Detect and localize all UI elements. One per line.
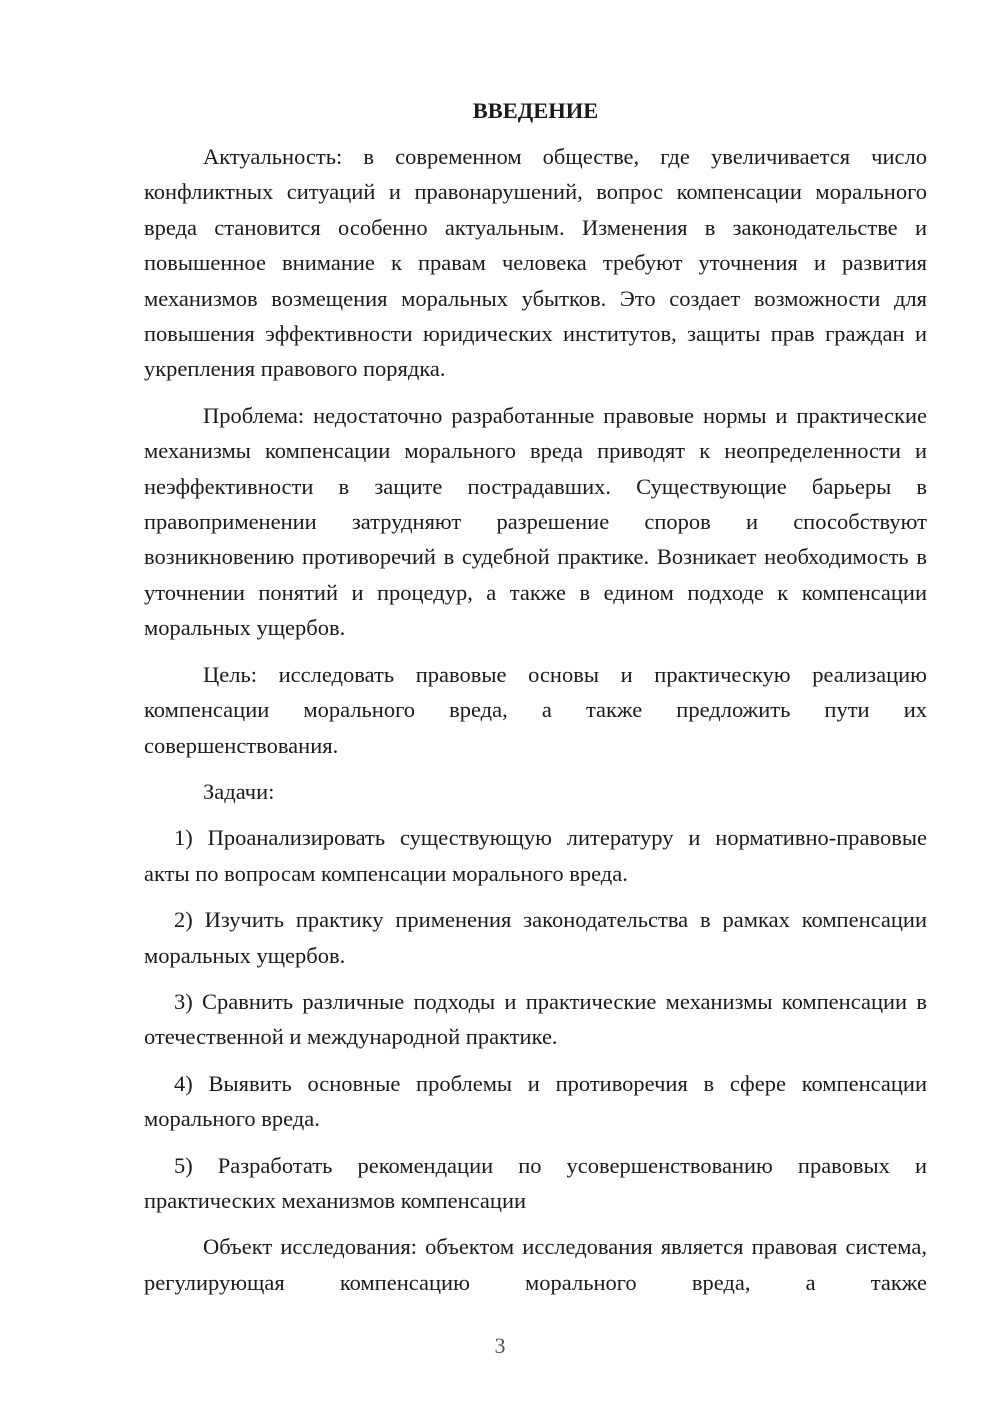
task-item: 5) Разработать рекомендации по усовершенствованию правовых и практических механизмов компенсации	[144, 1152, 927, 1213]
task-item: 4) Выявить основные проблемы и противоречия в сфере компенсации морального вреда.	[144, 1070, 927, 1132]
tasks-label: Задачи:	[203, 778, 275, 804]
paragraph-relevance: Актуальность: в современном обществе, где увеличивается число конфликтных ситуаций и правонарушений, вопрос компенсации морального вреда становится особенно актуальным. Изменения в законодательстве и повышенное внимание к правам человека требуют уточнения и развития механизмов возмещения моральных убытков. Это создает возможности для повышения эффективности юридических институтов, защиты прав граждан и укрепления правового порядка.	[144, 144, 927, 382]
task-item: 1) Проанализировать существующую литературу и нормативно-правовые акты по вопросам компенсации морального вреда.	[144, 825, 927, 886]
task-item: 3) Сравнить различные подходы и практические механизмы компенсации в отечественной и международной практике.	[144, 988, 927, 1050]
section-heading: ВВЕДЕНИЕ	[472, 98, 599, 123]
paragraph-object: Объект исследования: объектом исследования является правовая система, регулирующая компенсацию морального вреда, а также	[144, 1234, 927, 1295]
paragraph-goal: Цель: исследовать правовые основы и практическую реализацию компенсации морального вреда, а также предложить пути их совершенствования.	[144, 661, 927, 758]
paragraph-problem: Проблема: недостаточно разработанные правовые нормы и практические механизмы компенсации морального вреда приводят к неопределенности и неэффективности в защите пострадавших. Существующие барьеры в правоприменении затрудняют разрешение споров и способствуют возникновению противоречий в судебной практике. Возникает необходимость в уточнении понятий и процедур, а также в едином подходе к компенсации моральных ущербов.	[144, 402, 927, 641]
page-number: 3	[494, 1333, 506, 1358]
document-page	[144, 93, 927, 1300]
task-item: 2) Изучить практику применения законодательства в рамках компенсации моральных ущербов.	[144, 907, 927, 968]
